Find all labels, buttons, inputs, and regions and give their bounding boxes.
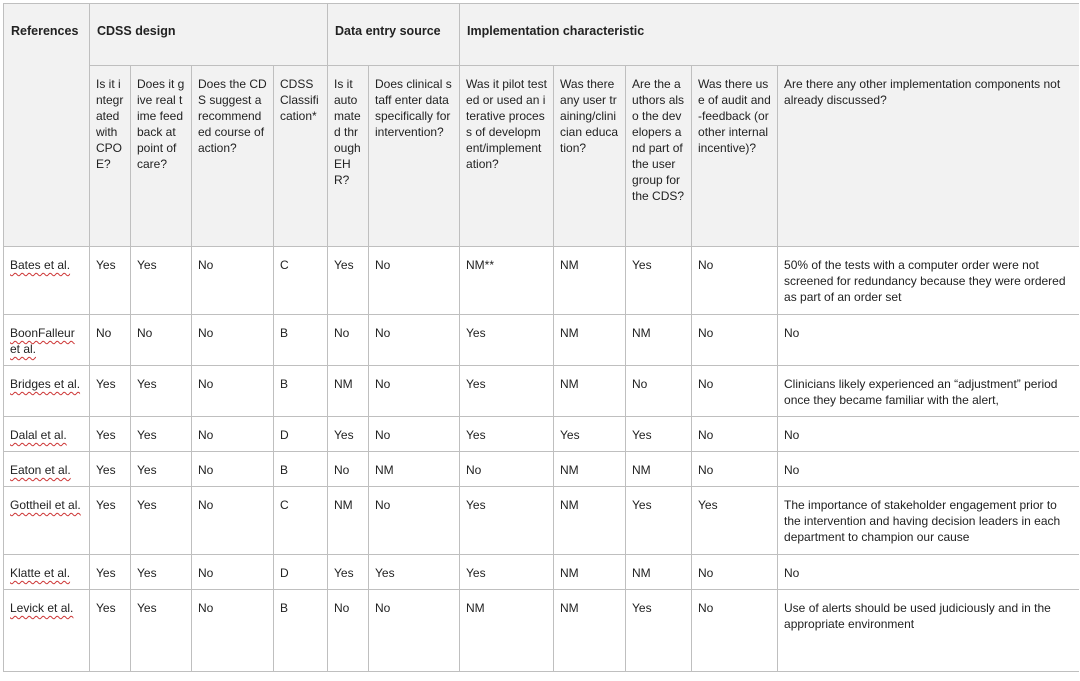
table-cell: NM bbox=[626, 555, 692, 590]
reference-cell bbox=[4, 247, 90, 315]
table-cell: NM bbox=[554, 247, 626, 315]
column-header: Is it integrated with CPOE? bbox=[90, 66, 131, 247]
reference-cell bbox=[4, 366, 90, 417]
table-row bbox=[4, 315, 1080, 366]
table-cell: B bbox=[274, 590, 328, 672]
table-cell: No bbox=[778, 555, 1079, 590]
table-cell: No bbox=[460, 452, 554, 487]
table-cell: Yes bbox=[131, 590, 192, 672]
cdss-table bbox=[3, 3, 1079, 672]
column-header: Was there use of audit and-feedback (or other internal incentive)? bbox=[692, 66, 778, 247]
table-cell: No bbox=[131, 315, 192, 366]
table-cell: No bbox=[369, 366, 460, 417]
table-cell: Yes bbox=[131, 487, 192, 555]
table-cell: No bbox=[192, 452, 274, 487]
column-header: CDSS Classification* bbox=[274, 66, 328, 247]
table-cell: NM bbox=[554, 590, 626, 672]
table-row bbox=[4, 555, 1080, 590]
table-cell: Yes bbox=[626, 590, 692, 672]
table-cell: No bbox=[778, 315, 1079, 366]
table-cell: No bbox=[692, 247, 778, 315]
table-cell: Yes bbox=[328, 417, 369, 452]
table-cell: Yes bbox=[90, 590, 131, 672]
table-cell: No bbox=[192, 417, 274, 452]
table-cell: No bbox=[192, 590, 274, 672]
table-cell: Yes bbox=[460, 555, 554, 590]
table-cell: Yes bbox=[328, 555, 369, 590]
column-header-row bbox=[4, 66, 1080, 247]
table-cell: No bbox=[369, 590, 460, 672]
reference-cell bbox=[4, 417, 90, 452]
table-cell: Yes bbox=[626, 417, 692, 452]
table-cell: No bbox=[778, 452, 1079, 487]
table-cell: No bbox=[328, 315, 369, 366]
table-cell: No bbox=[369, 247, 460, 315]
table-cell: NM bbox=[328, 366, 369, 417]
table-cell: No bbox=[328, 452, 369, 487]
table-cell: No bbox=[692, 366, 778, 417]
table-cell: Clinicians likely experienced an “adjustment” period once they became familiar with the alert, bbox=[778, 366, 1079, 417]
header-group-row bbox=[4, 4, 1080, 66]
table-cell: D bbox=[274, 417, 328, 452]
table-cell: B bbox=[274, 315, 328, 366]
table-row bbox=[4, 487, 1080, 555]
table-cell: C bbox=[274, 247, 328, 315]
reference-text: Levick et al. bbox=[10, 601, 74, 615]
table-cell: NM bbox=[328, 487, 369, 555]
table-cell: NM bbox=[626, 452, 692, 487]
reference-cell bbox=[4, 487, 90, 555]
references-header: References bbox=[4, 4, 90, 247]
table-cell: Yes bbox=[692, 487, 778, 555]
table-cell: No bbox=[192, 247, 274, 315]
table-row bbox=[4, 590, 1080, 672]
column-header: Does the CDS suggest a recommended course of action? bbox=[192, 66, 274, 247]
reference-text: Klatte et al. bbox=[10, 566, 71, 580]
table-cell: No bbox=[192, 555, 274, 590]
group-header-cdss-design: CDSS design bbox=[90, 4, 328, 66]
table-cell: Yes bbox=[131, 417, 192, 452]
table-cell: The importance of stakeholder engagement prior to the intervention and having decision leaders in each department to champion our cause bbox=[778, 487, 1079, 555]
table-cell: Yes bbox=[460, 487, 554, 555]
table-row bbox=[4, 417, 1080, 452]
group-header-data-entry: Data entry source bbox=[328, 4, 460, 66]
table-cell: Yes bbox=[626, 247, 692, 315]
table-cell: NM bbox=[460, 590, 554, 672]
table-row bbox=[4, 452, 1080, 487]
reference-cell bbox=[4, 555, 90, 590]
table-cell: Yes bbox=[328, 247, 369, 315]
column-header: Are there any other implementation components not already discussed? bbox=[778, 66, 1079, 247]
table-cell: No bbox=[192, 487, 274, 555]
column-header: Was there any user training/clinician education? bbox=[554, 66, 626, 247]
table-cell: No bbox=[369, 315, 460, 366]
reference-cell bbox=[4, 452, 90, 487]
table-cell: Yes bbox=[460, 315, 554, 366]
table-cell: No bbox=[692, 590, 778, 672]
table-cell: No bbox=[328, 590, 369, 672]
table-cell: No bbox=[192, 366, 274, 417]
table-cell: NM bbox=[626, 315, 692, 366]
table-cell: Yes bbox=[131, 555, 192, 590]
reference-text: Dalal et al. bbox=[10, 428, 67, 442]
table-cell: Yes bbox=[554, 417, 626, 452]
table-cell: C bbox=[274, 487, 328, 555]
table-cell: D bbox=[274, 555, 328, 590]
reference-text: Bates et al. bbox=[10, 258, 71, 272]
table-cell: Yes bbox=[90, 452, 131, 487]
reference-text: Gottheil et al. bbox=[10, 498, 81, 512]
reference-cell bbox=[4, 590, 90, 672]
table-cell: Use of alerts should be used judiciously and in the appropriate environment bbox=[778, 590, 1079, 672]
column-header: Are the authors also the developers and part of the user group for the CDS? bbox=[626, 66, 692, 247]
table-cell: Yes bbox=[90, 487, 131, 555]
table-cell: Yes bbox=[90, 555, 131, 590]
table-cell: Yes bbox=[90, 417, 131, 452]
column-header: Does it give real time feedback at point of care? bbox=[131, 66, 192, 247]
table-row bbox=[4, 366, 1080, 417]
column-header: Is it automated through EHR? bbox=[328, 66, 369, 247]
table-cell: B bbox=[274, 366, 328, 417]
table-cell: No bbox=[778, 417, 1079, 452]
table-cell: No bbox=[692, 417, 778, 452]
table-cell: NM** bbox=[460, 247, 554, 315]
table-cell: NM bbox=[554, 555, 626, 590]
table-cell: Yes bbox=[460, 417, 554, 452]
table-cell: Yes bbox=[131, 366, 192, 417]
reference-text: BoonFalleur et al. bbox=[10, 326, 75, 356]
table-cell: No bbox=[692, 555, 778, 590]
group-header-implementation: Implementation characteristic bbox=[460, 4, 1079, 66]
table-cell: Yes bbox=[626, 487, 692, 555]
table-cell: NM bbox=[554, 487, 626, 555]
table-cell: NM bbox=[554, 366, 626, 417]
table-body bbox=[4, 247, 1080, 672]
table-cell: Yes bbox=[90, 247, 131, 315]
table-cell: No bbox=[90, 315, 131, 366]
table-cell: Yes bbox=[131, 452, 192, 487]
table-cell: NM bbox=[369, 452, 460, 487]
table-cell: No bbox=[626, 366, 692, 417]
table-cell: NM bbox=[554, 452, 626, 487]
table-cell: 50% of the tests with a computer order were not screened for redundancy because they were ordered as part of an order set bbox=[778, 247, 1079, 315]
table-cell: No bbox=[369, 487, 460, 555]
table-cell: Yes bbox=[90, 366, 131, 417]
document-page bbox=[3, 3, 1079, 681]
reference-text: Eaton et al. bbox=[10, 463, 71, 477]
table-cell: No bbox=[692, 452, 778, 487]
column-header: Does clinical staff enter data specifically for intervention? bbox=[369, 66, 460, 247]
table-cell: No bbox=[192, 315, 274, 366]
table-cell: NM bbox=[554, 315, 626, 366]
table-cell: B bbox=[274, 452, 328, 487]
table-cell: No bbox=[692, 315, 778, 366]
table-cell: No bbox=[369, 417, 460, 452]
table-cell: Yes bbox=[369, 555, 460, 590]
table-cell: Yes bbox=[460, 366, 554, 417]
table-row bbox=[4, 247, 1080, 315]
column-header: Was it pilot tested or used an iterative process of development/implementation? bbox=[460, 66, 554, 247]
reference-text: Bridges et al. bbox=[10, 377, 81, 391]
table-cell: Yes bbox=[131, 247, 192, 315]
reference-cell bbox=[4, 315, 90, 366]
